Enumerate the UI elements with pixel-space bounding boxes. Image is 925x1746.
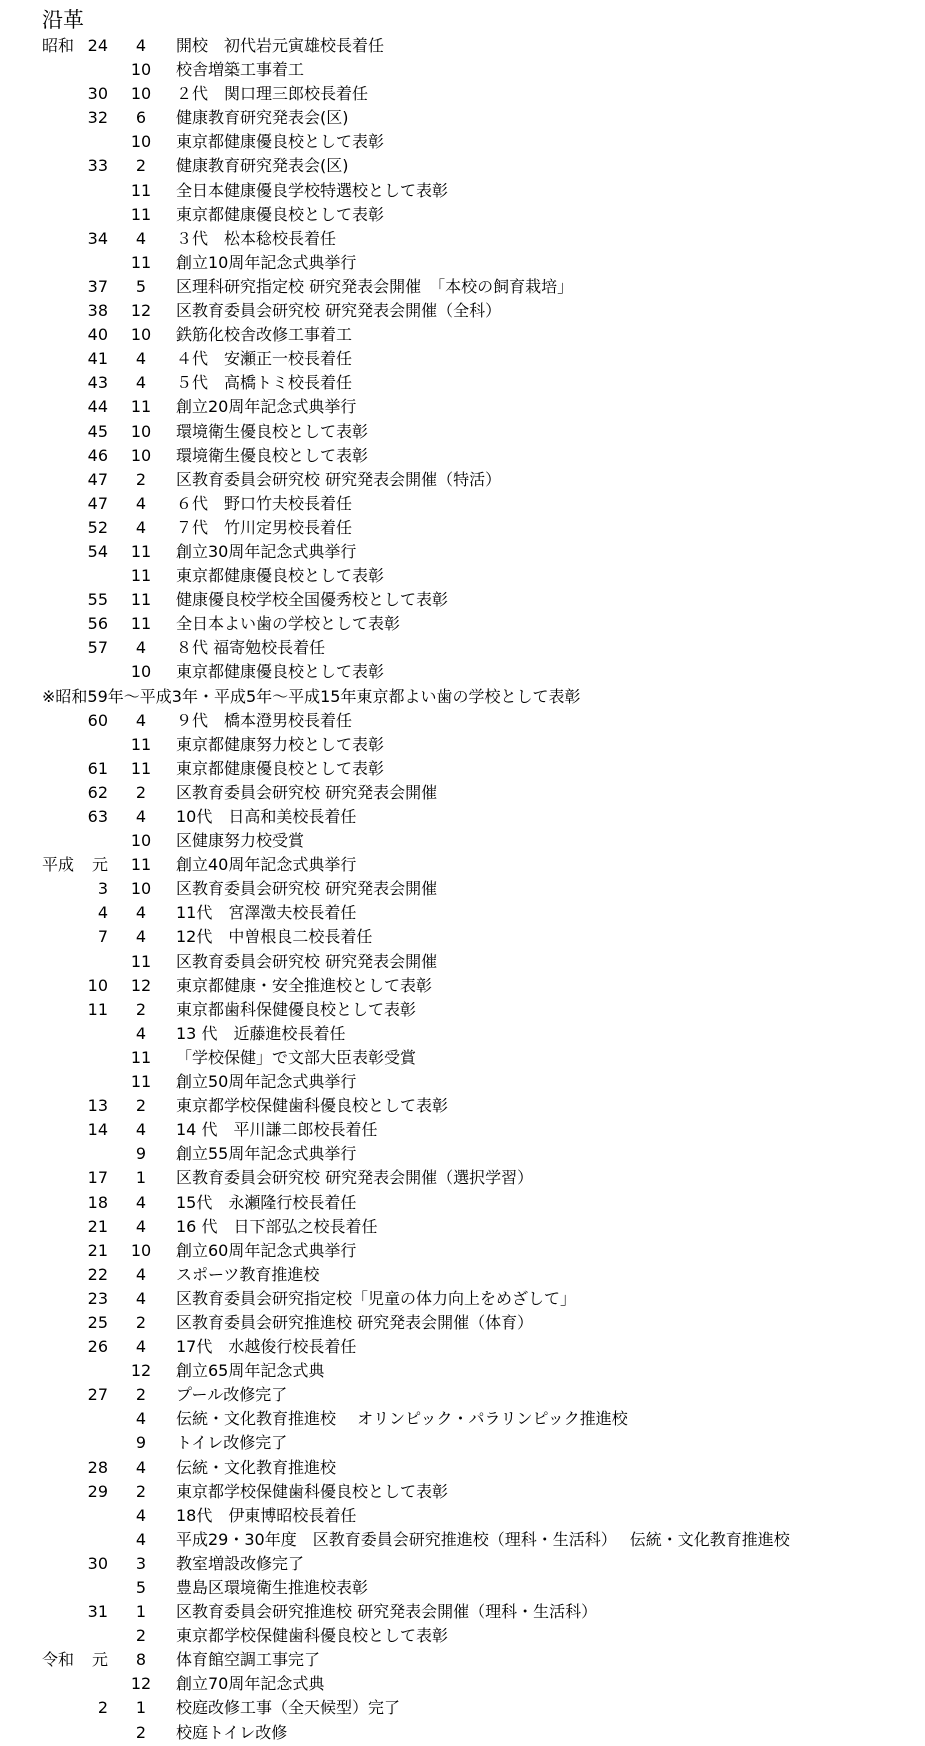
event-text: 区健康努力校受賞 [176, 831, 305, 851]
event-text: 平成29・30年度 区教育委員会研究推進校（理科・生活科） 伝統・文化教育推進校 [176, 1529, 790, 1549]
year-cell: 17 [87, 1168, 108, 1188]
history-row [0, 733, 925, 757]
year-cell: 11 [87, 999, 108, 1019]
month-cell: 2 [135, 999, 147, 1019]
year-cell: 25 [87, 1312, 108, 1332]
history-row [0, 1624, 925, 1648]
month-cell: 11 [130, 855, 152, 875]
event-text: ５代 高橋トミ校長着任 [176, 373, 353, 393]
history-row [0, 1431, 925, 1455]
history-row [0, 492, 925, 516]
year-cell: 63 [87, 807, 108, 826]
event-text: 創立70周年記念式典 [176, 1674, 325, 1694]
history-row [0, 1359, 925, 1383]
month-cell: 2 [135, 469, 147, 489]
month-cell: 4 [135, 1505, 147, 1525]
event-text: 創立20周年記念式典挙行 [176, 397, 357, 417]
month-cell: 11 [130, 566, 152, 586]
year-cell: 27 [87, 1385, 108, 1405]
year-cell: 7 [97, 927, 108, 947]
event-text: ８代 福寄勉校長着任 [176, 638, 326, 658]
year-cell: 21 [87, 1240, 108, 1260]
month-cell: 4 [135, 373, 147, 393]
event-text: 健康教育研究発表会(区) [176, 108, 349, 128]
history-row [0, 347, 925, 371]
month-cell: 9 [135, 1433, 147, 1453]
history-row [0, 781, 925, 805]
year-cell: 24 [87, 36, 108, 55]
event-text: 東京都健康・安全推進校として表彰 [176, 975, 433, 995]
month-cell: 6 [135, 108, 147, 128]
month-cell: 10 [130, 662, 152, 682]
history-row [0, 82, 925, 106]
history-row [0, 1552, 925, 1576]
event-text: 校舎増築工事着工 [176, 60, 305, 80]
event-text: 校庭改修工事（全天候型）完了 [176, 1698, 401, 1718]
history-row [0, 1215, 925, 1239]
event-text: 鉄筋化校舎改修工事着工 [176, 325, 353, 345]
history-row [0, 1480, 925, 1504]
history-row [0, 516, 925, 540]
year-cell: 29 [87, 1481, 108, 1501]
month-cell: 10 [130, 421, 152, 441]
history-row [0, 1335, 925, 1359]
event-text: プール改修完了 [176, 1385, 288, 1405]
event-text: 17代 水越俊行校長着任 [176, 1337, 357, 1357]
month-cell: 4 [135, 903, 147, 923]
history-row [0, 251, 925, 275]
event-text: 創立30周年記念式典挙行 [176, 541, 357, 561]
month-cell: 4 [135, 638, 147, 658]
month-cell: 4 [135, 1216, 147, 1236]
history-row [0, 660, 925, 684]
history-row [0, 444, 925, 468]
month-cell: 4 [135, 349, 147, 369]
year-cell: 28 [87, 1457, 108, 1477]
event-text: 創立60周年記念式典挙行 [176, 1240, 357, 1260]
year-cell: 37 [87, 276, 108, 296]
history-row [0, 925, 925, 949]
history-row [0, 1648, 925, 1672]
month-cell: 2 [135, 156, 147, 176]
event-text: 11代 宮澤澂夫校長着任 [176, 903, 357, 923]
event-text: 東京都健康優良校として表彰 [176, 662, 385, 682]
event-text: 伝統・文化教育推進校 オリンピック・パラリンピック推進校 [176, 1409, 628, 1429]
year-cell: 61 [87, 758, 108, 778]
month-cell: 12 [130, 975, 152, 995]
event-text: 区教育委員会研究校 研究発表会開催（全科） [176, 301, 502, 321]
event-text: 環境衛生優良校として表彰 [176, 445, 369, 465]
history-row [0, 829, 925, 853]
history-row [0, 540, 925, 564]
event-text: 創立65周年記念式典 [176, 1361, 325, 1381]
event-text: ７代 竹川定男校長着任 [176, 517, 353, 537]
event-text: 区理科研究指定校 研究発表会開催 「本校の飼育栽培」 [176, 276, 574, 296]
year-cell: 43 [87, 373, 108, 393]
event-text: 創立50周年記念式典挙行 [176, 1072, 357, 1092]
year-cell: 60 [87, 710, 108, 730]
year-cell: 47 [87, 493, 108, 513]
month-cell: 1 [135, 1602, 147, 1622]
history-row [0, 1383, 925, 1407]
event-text: 「学校保健」で文部大臣表彰受賞 [176, 1047, 417, 1067]
history-row [0, 998, 925, 1022]
event-text: 区教育委員会研究校 研究発表会開催（選択学習） [176, 1168, 534, 1188]
month-cell: 4 [135, 1023, 147, 1043]
month-cell: 4 [135, 1192, 147, 1212]
history-row [0, 371, 925, 395]
era-name: 令和 [42, 1650, 75, 1670]
history-row [0, 1407, 925, 1431]
history-row [0, 203, 925, 227]
history-row [0, 1142, 925, 1166]
event-text: ２代 関口理三郎校長着任 [176, 84, 369, 104]
event-text: 創立55周年記念式典挙行 [176, 1144, 357, 1164]
history-row [0, 901, 925, 925]
month-cell: 4 [135, 807, 147, 826]
event-text: スポーツ教育推進校 [176, 1264, 320, 1284]
year-cell: 23 [87, 1288, 108, 1308]
event-text: 12代 中曽根良二校長着任 [176, 927, 373, 947]
year-cell: 56 [87, 614, 108, 634]
history-row [0, 130, 925, 154]
history-row [0, 950, 925, 974]
month-cell: 11 [130, 252, 152, 272]
month-cell: 4 [135, 493, 147, 513]
history-row [0, 1600, 925, 1624]
history-row [0, 1311, 925, 1335]
year-cell: 32 [87, 108, 108, 128]
year-cell: 元 [91, 1650, 108, 1670]
year-cell: 26 [87, 1337, 108, 1357]
month-cell: 4 [135, 927, 147, 947]
history-row [0, 1239, 925, 1263]
year-cell: 3 [97, 879, 108, 899]
month-cell: 10 [130, 132, 152, 152]
event-text: 東京都健康優良校として表彰 [176, 566, 385, 586]
history-row [0, 709, 925, 733]
history-row [0, 1118, 925, 1142]
event-text: 14 代 平川謙二郎校長着任 [176, 1120, 378, 1140]
month-cell: 11 [130, 1047, 152, 1067]
month-cell: 4 [135, 228, 147, 248]
month-cell: 4 [135, 1337, 147, 1357]
history-row [0, 1696, 925, 1720]
month-cell: 12 [130, 301, 152, 321]
event-text: ３代 松本稔校長着任 [176, 228, 337, 248]
month-cell: 4 [135, 517, 147, 537]
month-cell: 10 [130, 1240, 152, 1260]
year-cell: 10 [87, 975, 108, 995]
year-cell: 47 [87, 469, 108, 489]
month-cell: 11 [130, 951, 152, 971]
year-cell: 33 [87, 156, 108, 176]
history-row [0, 1576, 925, 1600]
year-cell: 14 [87, 1120, 108, 1140]
history-row [0, 106, 925, 130]
history-row [0, 612, 925, 636]
event-text: 区教育委員会研究推進校 研究発表会開催（体育） [176, 1312, 534, 1332]
event-text: 開校 初代岩元寅雄校長着任 [176, 36, 385, 55]
event-text: ４代 安瀬正一校長着任 [176, 349, 353, 369]
history-row [0, 1721, 925, 1745]
history-row [0, 323, 925, 347]
history-row [0, 564, 925, 588]
month-cell: 10 [130, 445, 152, 465]
history-row [0, 179, 925, 203]
history-row [0, 1022, 925, 1046]
history-row [0, 1094, 925, 1118]
month-cell: 11 [130, 614, 152, 634]
history-row [0, 58, 925, 82]
month-cell: 11 [130, 1072, 152, 1092]
era-name: 平成 [42, 855, 75, 875]
month-cell: 11 [130, 180, 152, 200]
history-row [0, 1191, 925, 1215]
history-row [0, 275, 925, 299]
year-cell: 21 [87, 1216, 108, 1236]
history-row [0, 395, 925, 419]
year-cell: 31 [87, 1602, 108, 1622]
history-row [0, 1263, 925, 1287]
history-row [0, 227, 925, 251]
event-text: トイレ改修完了 [176, 1433, 288, 1453]
history-row [0, 1070, 925, 1094]
event-text: 伝統・文化教育推進校 [176, 1457, 337, 1477]
month-cell: 10 [130, 831, 152, 851]
event-text: 創立10周年記念式典挙行 [176, 252, 357, 272]
year-cell: 4 [97, 903, 108, 923]
history-row [0, 1672, 925, 1696]
history-row [0, 636, 925, 660]
month-cell: 8 [135, 1650, 147, 1670]
event-text: 体育館空調工事完了 [176, 1650, 321, 1670]
month-cell: 11 [130, 397, 152, 417]
year-cell: 22 [87, 1264, 108, 1284]
note-text: ※昭和59年～平成3年・平成5年～平成15年東京都よい歯の学校として表彰 [42, 686, 581, 706]
history-row [0, 805, 925, 829]
month-cell: 11 [130, 204, 152, 224]
month-cell: 3 [135, 1553, 147, 1573]
month-cell: 4 [135, 1120, 147, 1140]
era-name: 昭和 [42, 36, 75, 55]
event-text: 10代 日高和美校長着任 [176, 807, 357, 826]
history-row [0, 420, 925, 444]
history-row [0, 299, 925, 323]
month-cell: 2 [135, 1312, 147, 1332]
history-row [0, 1166, 925, 1190]
event-text: 東京都学校保健歯科優良校として表彰 [176, 1481, 449, 1501]
event-text: 13 代 近藤進校長着任 [176, 1023, 346, 1043]
event-text: 16 代 日下部弘之校長着任 [176, 1216, 378, 1236]
event-text: ６代 野口竹夫校長着任 [176, 493, 353, 513]
history-note [0, 685, 925, 709]
year-cell: 13 [87, 1096, 108, 1116]
history-row [0, 853, 925, 877]
history-row [0, 877, 925, 901]
event-text: 18代 伊東博昭校長着任 [176, 1505, 357, 1525]
event-text: 創立40周年記念式典挙行 [176, 855, 357, 875]
month-cell: 4 [135, 1264, 147, 1284]
month-cell: 11 [130, 541, 152, 561]
event-text: 区教育委員会研究校 研究発表会開催 [176, 879, 438, 899]
year-cell: 元 [91, 855, 108, 875]
history-row [0, 154, 925, 178]
month-cell: 11 [130, 758, 152, 778]
year-cell: 55 [87, 590, 108, 610]
history-row [0, 974, 925, 998]
month-cell: 4 [135, 1288, 147, 1308]
event-text: 区教育委員会研究校 研究発表会開催 [176, 782, 438, 802]
year-cell: 34 [87, 228, 108, 248]
event-text: 校庭トイレ改修 [176, 1722, 288, 1742]
event-text: 環境衛生優良校として表彰 [176, 421, 369, 441]
event-text: 区教育委員会研究推進校 研究発表会開催（理科・生活科） [176, 1602, 598, 1622]
month-cell: 2 [135, 1722, 147, 1742]
event-text: 東京都健康優良校として表彰 [176, 204, 385, 224]
event-text: 全日本健康優良学校特選校として表彰 [176, 180, 449, 200]
month-cell: 11 [130, 734, 152, 754]
month-cell: 10 [130, 325, 152, 345]
event-text: 東京都健康優良校として表彰 [176, 132, 385, 152]
history-row [0, 34, 925, 58]
event-text: 東京都健康努力校として表彰 [176, 734, 385, 754]
event-text: 区教育委員会研究校 研究発表会開催（特活） [176, 469, 502, 489]
event-text: 区教育委員会研究指定校「児童の体力向上をめざして」 [176, 1288, 577, 1308]
month-cell: 12 [130, 1361, 152, 1381]
year-cell: 45 [87, 421, 108, 441]
month-cell: 4 [135, 710, 147, 730]
month-cell: 2 [135, 1385, 147, 1405]
year-cell: 57 [87, 638, 108, 658]
month-cell: 4 [135, 1457, 147, 1477]
year-cell: 46 [87, 445, 108, 465]
history-row [0, 468, 925, 492]
month-cell: 4 [135, 1409, 147, 1429]
event-text: 東京都学校保健歯科優良校として表彰 [176, 1096, 449, 1116]
event-text: 東京都歯科保健優良校として表彰 [176, 999, 417, 1019]
event-text: 健康教育研究発表会(区) [176, 156, 349, 176]
year-cell: 62 [87, 782, 108, 802]
month-cell: 9 [135, 1144, 147, 1164]
event-text: 東京都学校保健歯科優良校として表彰 [176, 1626, 449, 1646]
history-row [0, 1046, 925, 1070]
month-cell: 11 [130, 590, 152, 610]
history-row [0, 1456, 925, 1480]
history-list [0, 34, 925, 1745]
history-row [0, 1528, 925, 1552]
month-cell: 1 [135, 1168, 147, 1188]
year-cell: 44 [87, 397, 108, 417]
year-cell: 52 [87, 517, 108, 537]
year-cell: 2 [97, 1698, 108, 1718]
month-cell: 4 [135, 1529, 147, 1549]
year-cell: 40 [87, 325, 108, 345]
month-cell: 1 [135, 1698, 147, 1718]
month-cell: 10 [130, 84, 152, 104]
month-cell: 10 [130, 60, 152, 80]
month-cell: 2 [135, 1096, 147, 1116]
event-text: 東京都健康優良校として表彰 [176, 758, 385, 778]
event-text: 区教育委員会研究校 研究発表会開催 [176, 951, 438, 971]
month-cell: 5 [135, 276, 147, 296]
year-cell: 30 [87, 1553, 108, 1573]
page-title: 沿革 [42, 8, 84, 32]
event-text: 全日本よい歯の学校として表彰 [176, 614, 401, 634]
month-cell: 4 [135, 36, 147, 55]
year-cell: 30 [87, 84, 108, 104]
event-text: 15代 永瀬隆行校長着任 [176, 1192, 357, 1212]
month-cell: 2 [135, 1481, 147, 1501]
history-row [0, 1287, 925, 1311]
month-cell: 12 [130, 1674, 152, 1694]
history-row [0, 1504, 925, 1528]
month-cell: 2 [135, 782, 147, 802]
year-cell: 38 [87, 301, 108, 321]
month-cell: 10 [130, 879, 152, 899]
month-cell: 2 [135, 1626, 147, 1646]
year-cell: 54 [87, 541, 108, 561]
event-text: 教室増設改修完了 [176, 1553, 305, 1573]
event-text: 豊島区環境衛生推進校表彰 [176, 1578, 369, 1597]
history-row [0, 757, 925, 781]
year-cell: 18 [87, 1192, 108, 1212]
history-row [0, 588, 925, 612]
year-cell: 41 [87, 349, 108, 369]
event-text: 健康優良校学校全国優秀校として表彰 [176, 590, 449, 610]
event-text: ９代 橋本澄男校長着任 [176, 710, 353, 730]
month-cell: 5 [135, 1578, 147, 1597]
